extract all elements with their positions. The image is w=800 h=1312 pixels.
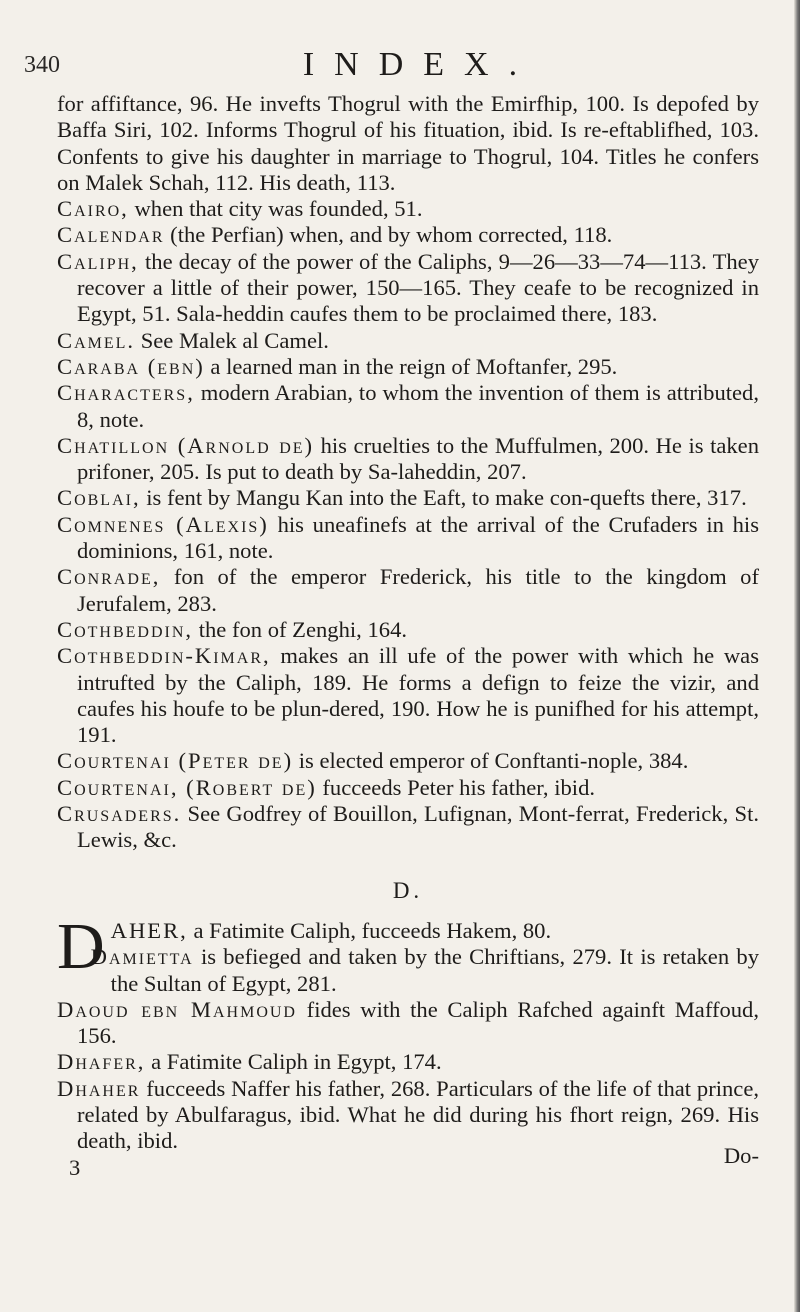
entry-body: fucceeds Peter his father, ibid. [316, 774, 596, 800]
index-entry [57, 1076, 759, 1155]
entries-d [57, 944, 759, 1154]
entry-head: Calendar [57, 222, 165, 248]
entry-head: Courtenai, (Robert de) [57, 774, 317, 800]
entry-head: Dhafer, [57, 1049, 146, 1075]
section-heading: D. [392, 877, 424, 903]
entries-c [57, 196, 759, 853]
entry-head: Crusaders. [57, 801, 182, 827]
entry-head: Conrade, [57, 564, 161, 590]
entry-body: modern Arabian, to whom the invention of them is attributed, 8, note. [77, 380, 759, 432]
entry-head: Characters, [57, 380, 195, 406]
entry-head: Caliph, [57, 248, 139, 274]
entry-head: Dhaher [57, 1075, 141, 1101]
drop-cap: D [57, 909, 105, 983]
index-entry [57, 222, 759, 248]
index-entry [57, 512, 759, 565]
entry-body: the fon of Zenghi, 164. [193, 616, 408, 642]
entry-head: Camel. [57, 327, 136, 353]
signature-mark: 3 [69, 1154, 81, 1180]
entry-body: fucceeds Naffer his father, 268. Particulars of the life of that prince, related by Abulfaragus, ibid. What he did during his fhort reign, 269. His death, ibid. [77, 1075, 759, 1154]
index-entry [57, 249, 759, 328]
entry-body: is befieged and taken by the Chriftians, 279. It is retaken by the Sultan of Egypt, 281. [110, 944, 759, 996]
index-entry [57, 775, 759, 801]
entry-body: is elected emperor of Conftanti-nople, 384. [293, 748, 689, 774]
entry-body: his cruelties to the Muffulmen, 200. He is taken prifoner, 205. Is put to death by Sa-laheddin, 207. [77, 432, 759, 485]
entry-head: AHER, [110, 917, 188, 943]
entry-body: his uneafinefs at the arrival of the Crufaders in his dominions, 161, note. [77, 511, 759, 564]
index-entry [57, 997, 759, 1050]
index-entry [57, 196, 759, 222]
index-entry [57, 354, 759, 380]
entry-body: is fent by Mangu Kan into the Eaft, to make con-quefts there, 317. [140, 485, 747, 511]
index-entry [57, 801, 759, 854]
entry-head: Courtenai (Peter de) [57, 748, 294, 774]
index-entry [57, 564, 759, 617]
index-entry [57, 485, 759, 511]
index-entry [57, 643, 759, 748]
entry-head: Cothbeddin, [57, 616, 194, 642]
entry-head: Daoud ebn Mahmoud [57, 996, 297, 1022]
entry-body: fon of the emperor Frederick, his title to the kingdom of Jerufalem, 283. [77, 564, 759, 616]
page-number: 340 [24, 52, 60, 78]
index-entry [57, 433, 759, 486]
entry-body: a Fatimite Caliph, fucceeds Hakem, 80. [187, 917, 552, 943]
entry-body: (the Perfian) when, and by whom corrected, 118. [164, 222, 613, 248]
entry-head: Cairo, [57, 196, 129, 222]
catchword: Do- [723, 1142, 759, 1168]
entry-head: Chatillon (Arnold de) [57, 432, 315, 458]
index-text [57, 91, 759, 1181]
page-edge-shadow [794, 0, 800, 1312]
index-entry [57, 748, 759, 774]
entry-head: Comnenes (Alexis) [57, 511, 269, 537]
entry-head: Coblai, [57, 485, 141, 511]
entry-body: a Fatimite Caliph in Egypt, 174. [145, 1049, 442, 1075]
index-entry [57, 1049, 759, 1075]
entry-body: makes an ill ufe of the power with which he was intrufted by the Caliph, 189. He forms a defign to feize the vizir, and caufes his houfe to be plun-dered, 190. How he is punifhed for his attempt, 191. [77, 643, 759, 748]
index-entry [57, 944, 759, 997]
entry-body: See Godfrey of Bouillon, Lufignan, Mont-ferrat, Frederick, St. Lewis, &c. [77, 801, 759, 853]
entry-body: fides with the Caliph Rafched againft Maffoud, 156. [77, 996, 760, 1049]
continued-entry: for affiftance, 96. He invefts Thogrul with the Emirfhip, 100. Is depofed by Baffa Siri, 102. Informs Thogrul of his fituation, ibid. Is re-eftablifhed, 103. Confents to give his daughter in marriage to Thogrul, 104. Titles he confers on Malek Schah, 112. His death, 113. [57, 91, 759, 195]
entry-body: the decay of the power of the Caliphs, 9—26—33—74—113. They recover a little of their power, 150—165. They ceafe to be recognized in Egypt, 51. Sala-heddin caufes them to be proclaimed there, 183. [77, 248, 759, 327]
entry-body: a learned man in the reign of Moftanfer, 295. [204, 353, 618, 379]
entry-head: Damietta [90, 944, 194, 970]
running-header: INDEX. [302, 46, 538, 83]
entry-head: Cothbeddin-Kimar, [57, 643, 271, 669]
entry-head: Caraba (ebn) [57, 353, 205, 379]
index-entry [57, 328, 759, 354]
index-entry [57, 380, 759, 433]
entry-body: See Malek al Camel. [135, 327, 329, 353]
entry-body: when that city was founded, 51. [128, 196, 423, 222]
index-entry [57, 617, 759, 643]
page-footer [57, 1142, 759, 1181]
